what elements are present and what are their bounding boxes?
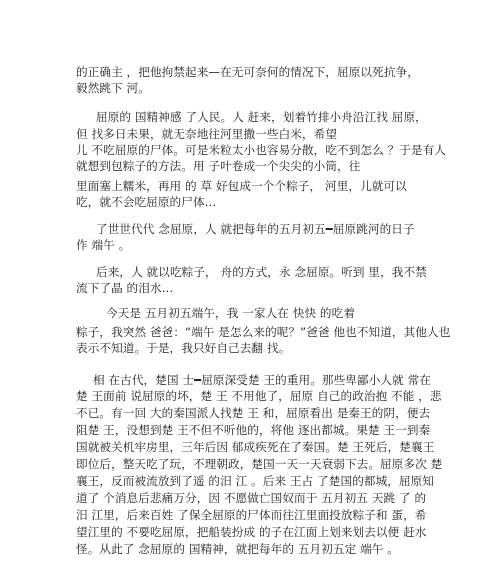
- text-line: 但 找多日未果，就无奈地往河里撒一些白米，希望: [76, 127, 338, 141]
- text-line: 粽子，我突然 爸爸：“端午 是怎么来的呢？”爸爸 他也不知道，其他人也: [76, 325, 451, 339]
- text-line: 道了 个消息后悲痛万分，因 不愿做亡国奴而于 五月初五 天跳 了 的: [76, 491, 427, 505]
- text-line: 的正确主 ，把他拘禁起来—在无可奈何的情况下，屈原以死抗争，: [76, 65, 419, 79]
- text-line: 国就被关机牢房里，三年后因 郁成疾死在了秦国。楚 王死后，楚襄王: [76, 440, 435, 454]
- text-line: 作 端午 。: [76, 238, 131, 252]
- text-line: 毅然跳下 河。: [76, 81, 150, 95]
- text-line: 流下了晶 的泪水…: [76, 281, 174, 295]
- text-line: 表示不知道。于是，我只好自己去翻 找。: [76, 341, 291, 355]
- text-line: 里面塞上糯米，再用 的 草 好包成一个个粽子， 河里，儿就可以: [76, 179, 407, 193]
- text-line: 吃，就不会吃屈原的尸体…: [76, 195, 217, 209]
- text-line: 后来，人 就以吃粽子， 舟的方式，永 念屈原。听到 里，我不禁: [96, 265, 427, 279]
- text-line: 襄王，反而被流放到了遥 的汨 江 。后来 王占 了楚国的都城，屈原知: [76, 474, 435, 488]
- text-line: 楚 王面前 说屈原的坏，楚 王 不用他了，屈原 自己的政治抱 不能 ，悲: [76, 389, 442, 403]
- text-line: 不已。有一回 大的秦国派人找楚 王 和，屈原看出 是秦王的阴，便去: [76, 406, 431, 420]
- text-line: 儿 不吃屈原的尸体。可是米粒太小也容易分散，吃不到怎么 ？于是有人: [76, 143, 447, 157]
- text-line: 汨 江里，后来百姓 了保全屈原的尸体而往江里面投放粽子和 蛋，希: [76, 508, 427, 522]
- text-line: 怪。从此了 念屈原的 国精神，就把每年的 五月初五定 端午 。: [76, 542, 399, 556]
- text-line: 了世世代代 念屈原，人 就把每年的五月初五━屈原跳河的日子: [96, 222, 415, 236]
- text-line: 即位后，整天吃了玩，不理朝政，楚国一天一天衰弱下去。屈原多次 楚: [76, 457, 443, 471]
- text-line: 今天是 五月初五端午，我 一家人在 快快 的吃着: [106, 306, 356, 320]
- text-line: 屈原的 国精神感 了人民。人 赶来，划着竹排小舟沿江找 屈原，: [96, 110, 427, 124]
- text-line: 望江里的 不要吃屈原，把船装扮成 的子在江面上划来划去以便 赶水: [76, 525, 427, 539]
- text-line: 相 在古代，楚国 士━屈原深受楚 王的重用。那些卑鄙小人就 常在: [93, 373, 431, 387]
- text-line: 阻楚 王，没想到楚 王不但不听他的，将他 逐出都城。果楚 王一到秦: [76, 423, 431, 437]
- text-line: 就想到包粽子的方法。用 子叶卷成一个尖尖的小筒，往: [76, 159, 361, 173]
